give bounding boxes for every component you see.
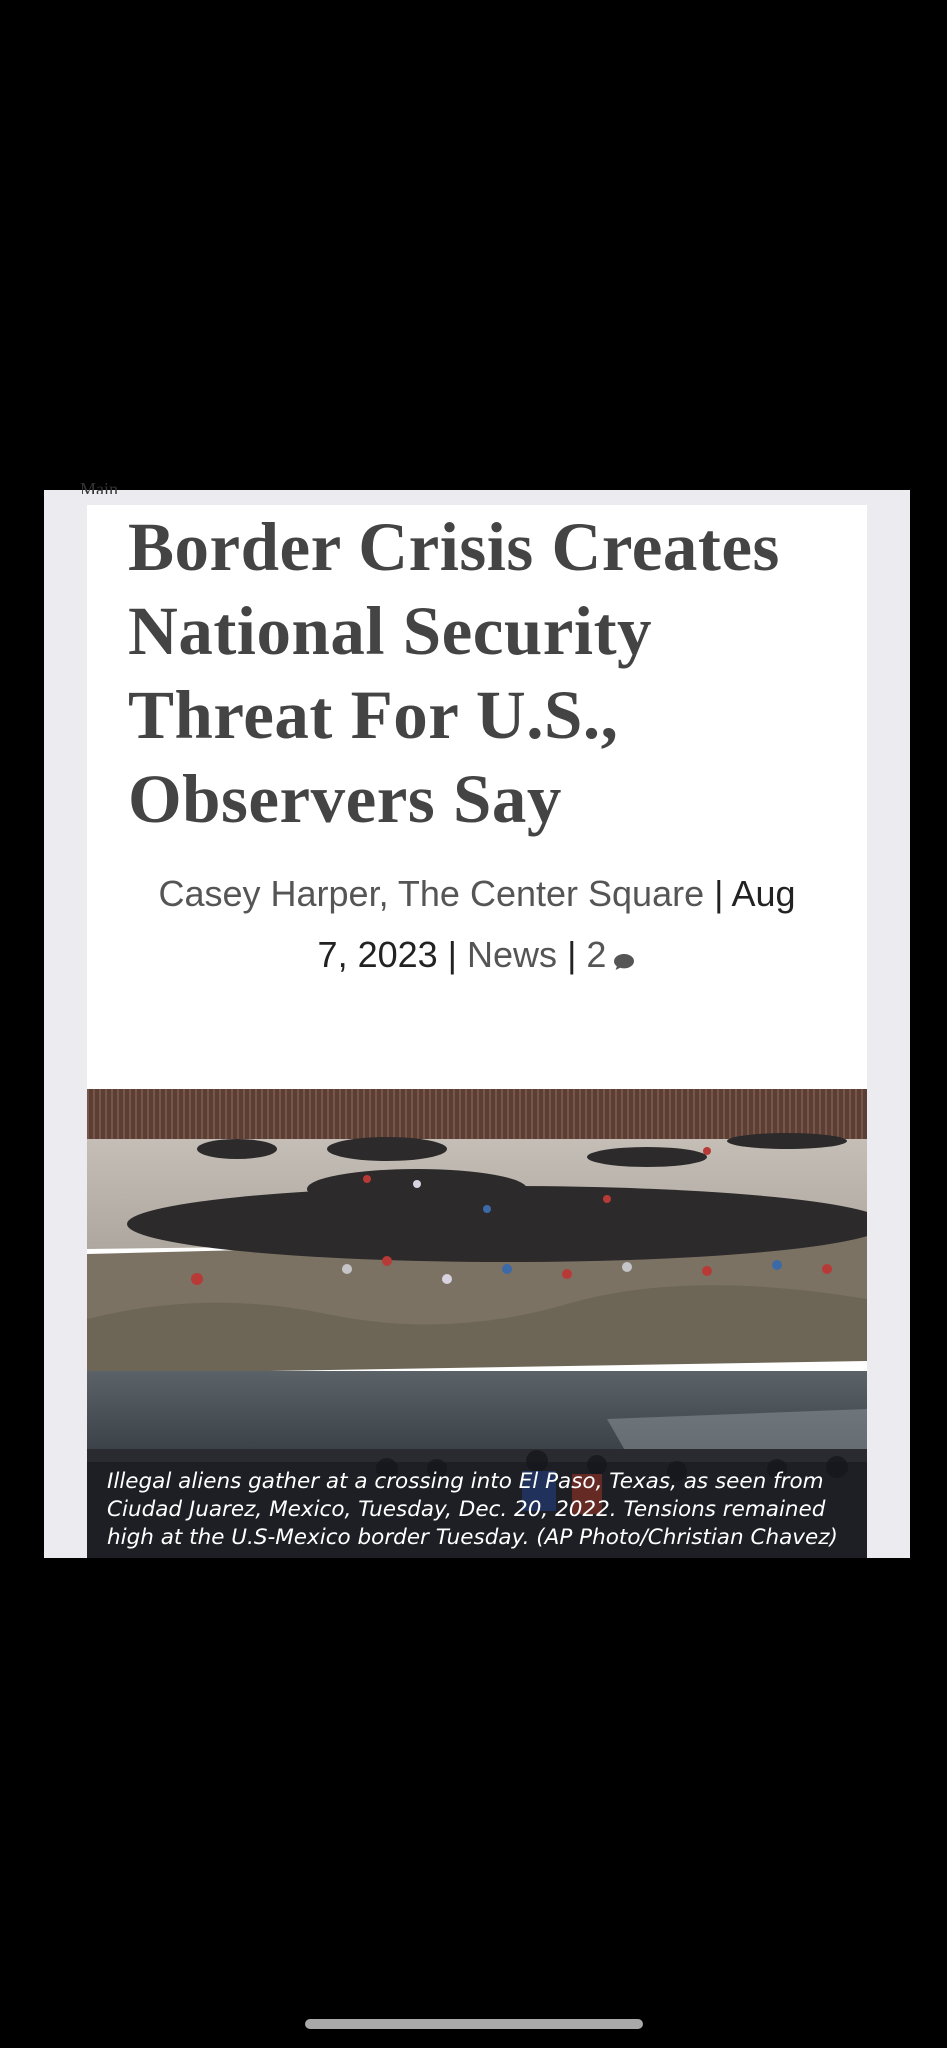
article-screenshot xyxy=(44,480,910,1558)
cut-off-text: Main xyxy=(80,480,118,494)
comment-count[interactable]: 2 xyxy=(586,934,607,975)
photo-caption: Illegal aliens gather at a crossing into El Paso, Texas, as seen from Ciudad Juarez, Mexico, Tuesday, Dec. 20, 2022. Tensions remained high at the U.S-Mexico border Tuesday. (AP Photo/Christian Chavez) xyxy=(87,1462,867,1558)
article-photo xyxy=(87,1089,867,1558)
publish-date-part2: 7, 2023 xyxy=(317,934,438,975)
author-link[interactable]: Casey Harper, The Center Square xyxy=(158,873,705,914)
speech-bubble-icon[interactable] xyxy=(612,928,636,989)
byline-separator: | xyxy=(557,934,587,975)
category-link[interactable]: News xyxy=(467,934,558,975)
article-byline xyxy=(107,863,847,989)
byline-separator: | xyxy=(704,873,732,914)
publish-date-part1: Aug xyxy=(731,873,796,914)
home-indicator[interactable] xyxy=(305,2019,643,2029)
article-headline: Border Crisis Creates National Security Threat For U.S., Observers Say xyxy=(128,509,780,837)
article-content xyxy=(87,505,867,1558)
byline-separator: | xyxy=(437,934,468,975)
